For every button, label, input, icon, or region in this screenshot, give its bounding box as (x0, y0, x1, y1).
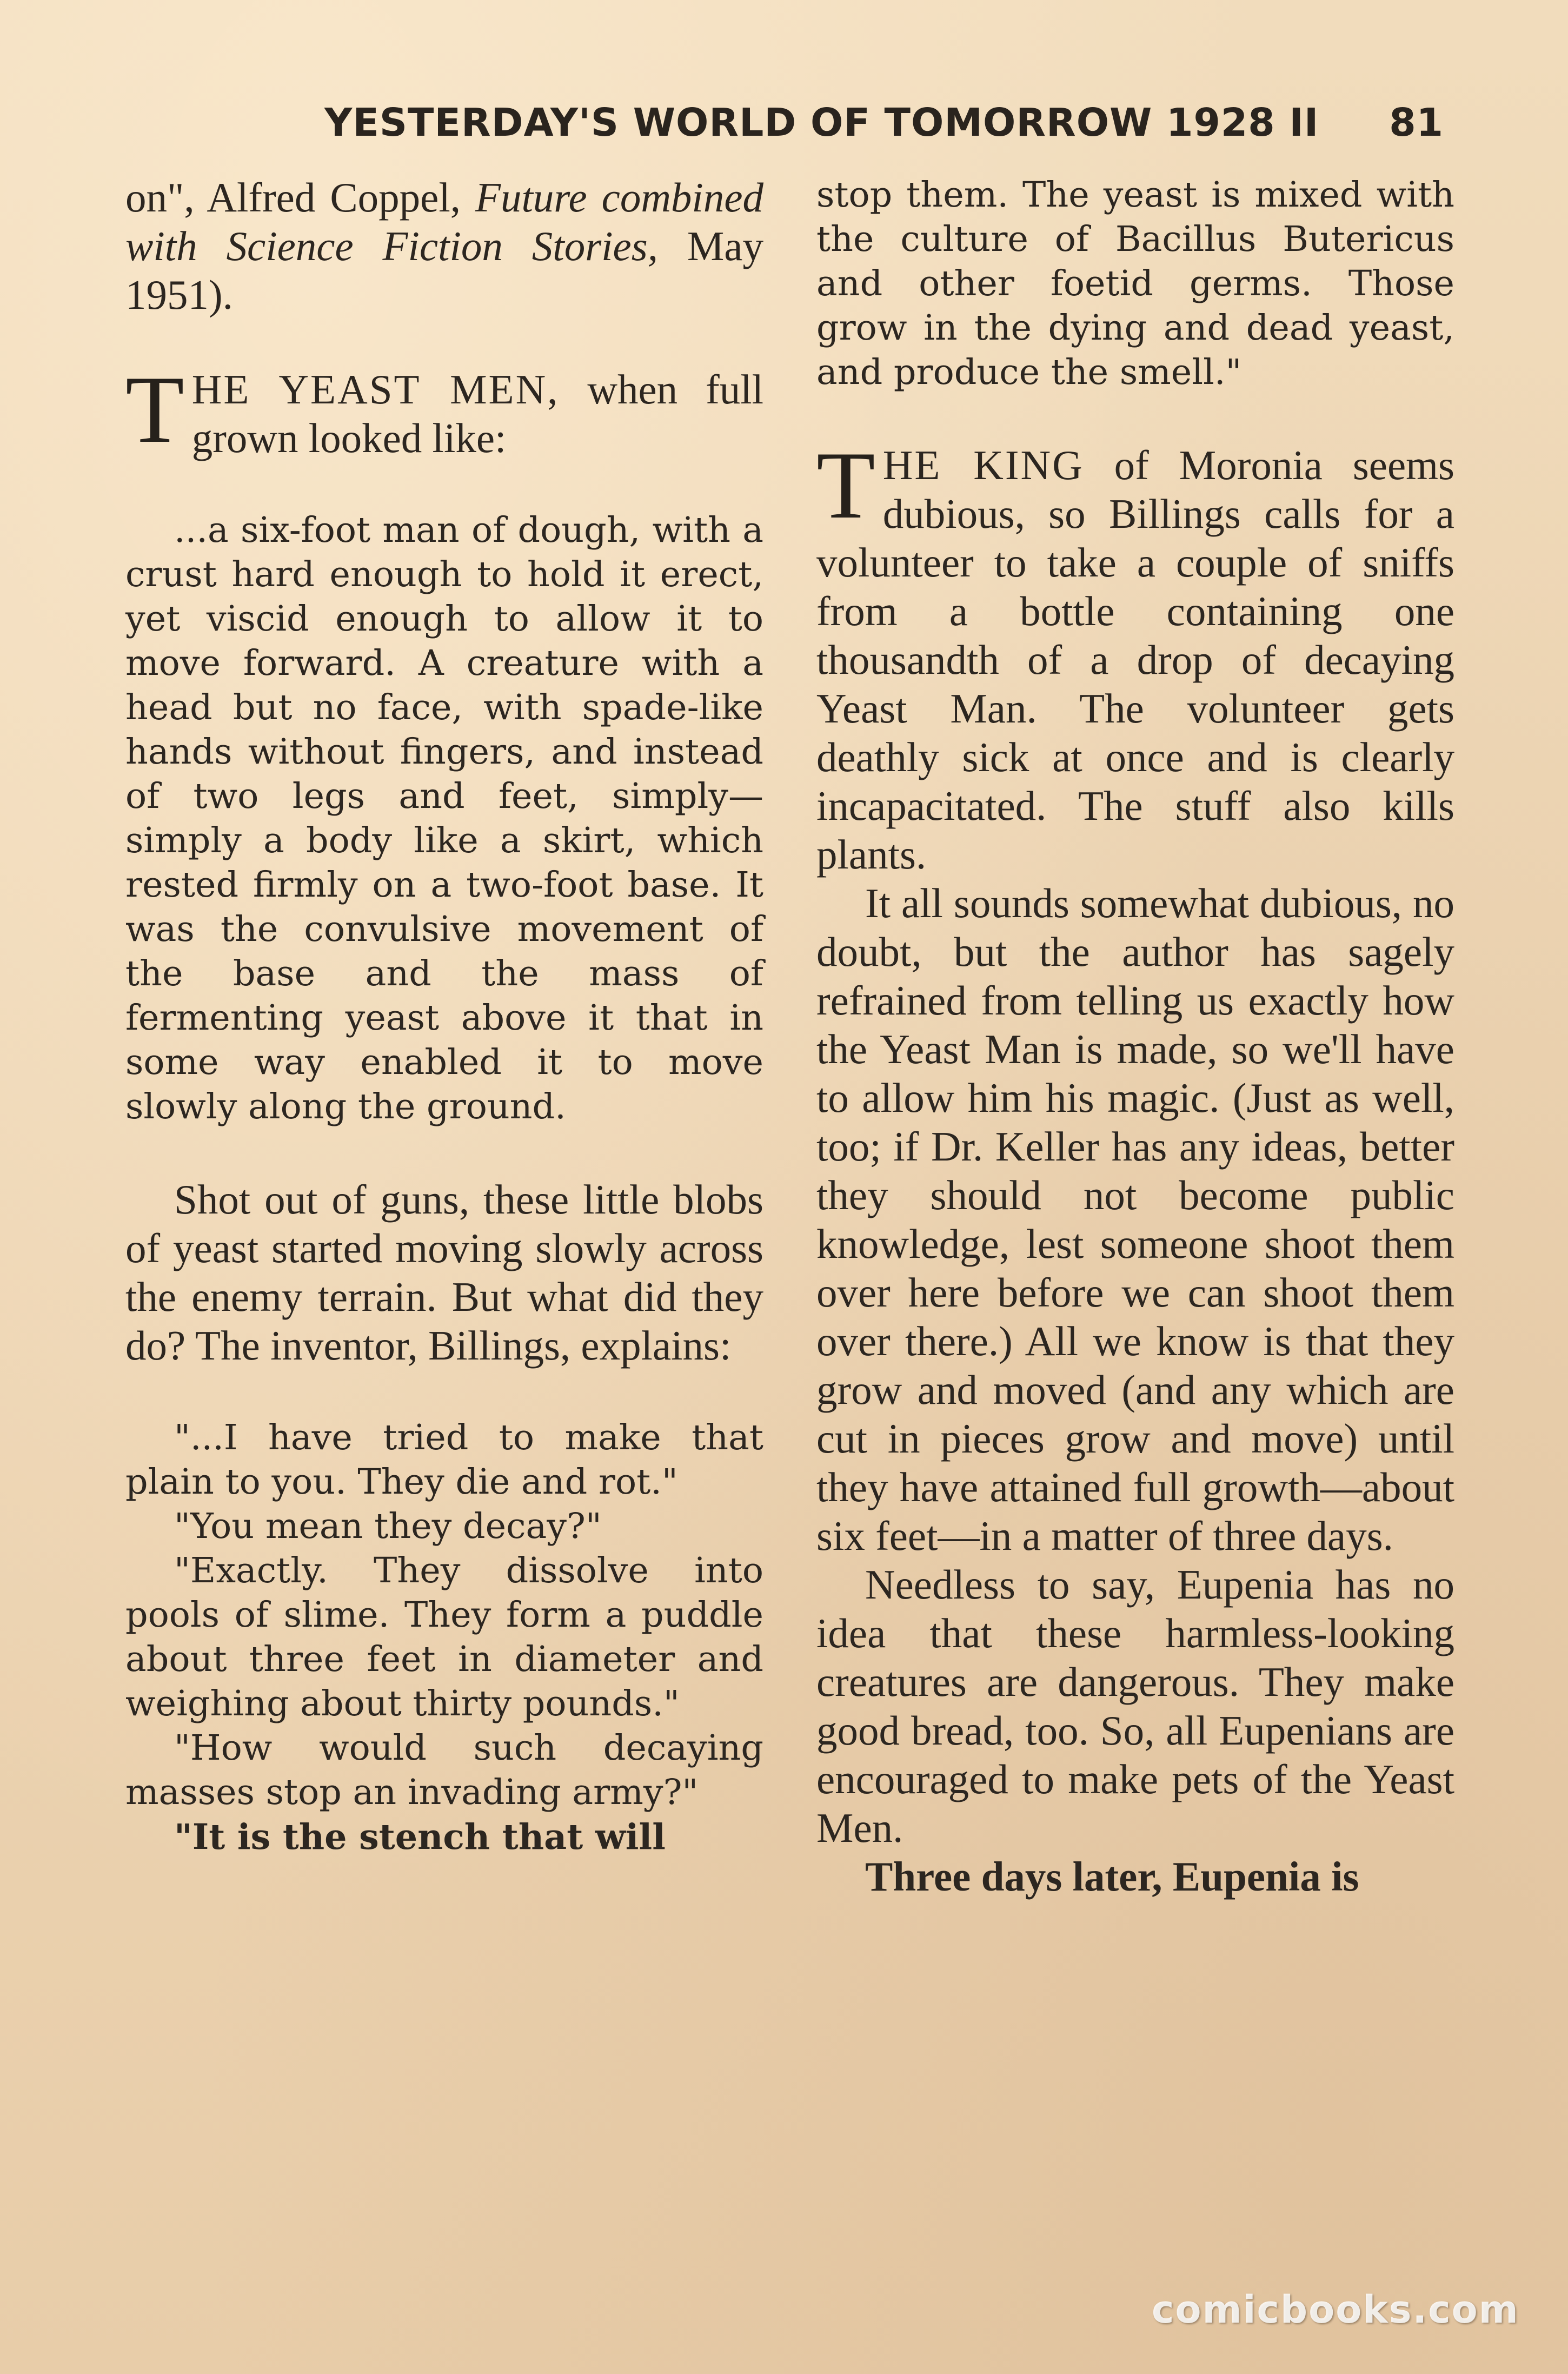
section-lead: HE YEAST MEN, (191, 366, 560, 413)
citation-text: on", Alfred Coppel, (125, 174, 475, 221)
citation-italic-1: Future (475, 174, 587, 221)
drop-cap: T (125, 356, 184, 463)
dialog-line: "Exactly. They dissolve into pools of slime. They form a puddle about three feet in diameter and weighing about thirty pounds." (125, 1550, 763, 1724)
dialog-line: "It is the stench that will (174, 1816, 666, 1858)
paragraph: It all sounds somewhat dubious, no doubt, but the author has sagely refrained from telling us exactly how the Yeast Man is made, so we'll have to allow him his magic. (Just as well, too; if Dr. Keller has any ideas, better they should not become public knowledge, lest someone shoot them over here before we can shoot them over there.) All we know is that they grow and moved (and any which are cut in pieces grow and move) until they have attained full growth—about six feet—in a matter of three days. (816, 880, 1454, 1559)
paragraph: Shot out of guns, these little blobs of yeast started moving slowly across the enemy terrain. But what did they do? The inventor, Billings, explains: (125, 1176, 763, 1369)
page-number: 81 (1389, 100, 1444, 145)
section-yeast-men-intro (125, 356, 763, 463)
drop-cap: T (816, 432, 875, 539)
section-text: when full grown looked like: (191, 366, 763, 461)
block-quote: ...a six-foot man of dough, with a crust hard enough to hold it erect, yet viscid enough to allow it to move forward. A creature with a head but no face, with spade-like hands without fingers, and instead of two legs and feet, simply—simply a body like a skirt, which rested firmly on a two-foot base. It was the convulsive movement of the base and the mass of fermenting yeast above it that in some way enabled it to move slowly along the ground. (125, 510, 763, 1127)
citation-italic-2: combined with Science Fiction Stories, (125, 174, 763, 269)
dialog-line: "How would such decaying masses stop an invading army?" (125, 1728, 763, 1813)
section-text: of Moronia seems dubious, so Billings calls for a volunteer to take a couple of sniffs from a bottle containing one thousandth of a drop of decaying Yeast Man. The volunteer gets deathly sick at once and is clearly incapacitated. The stuff also kills plants. (816, 442, 1455, 878)
paragraph: Needless to say, Eupenia has no idea that these harmless-looking creatures are dangerous. They make good bread, too. So, all Eupenians are encouraged to make pets of the Yeast Men. (816, 1561, 1454, 1851)
site-watermark: comicbooks.com (1152, 2287, 1519, 2332)
dialog-line: "...I have tried to make that plain to you. They die and rot." (125, 1417, 763, 1502)
right-column (816, 173, 1454, 1901)
left-column (125, 173, 763, 1859)
quote-continuation: stop them. The yeast is mixed with the culture of Bacillus Butericus and other foetid germs. Those grow in the dying and dead yeast, and produce the smell." (816, 175, 1454, 393)
section-lead: HE KING (882, 442, 1084, 488)
citation-tail: May 1951). (125, 223, 763, 318)
running-header (324, 100, 1444, 160)
running-title: YESTERDAY'S WORLD OF TOMORROW 1928 II (324, 100, 1319, 145)
section-king-of-moronia (816, 432, 1455, 879)
dialog-line: "You mean they decay?" (174, 1506, 602, 1547)
paragraph: Three days later, Eupenia is (865, 1853, 1359, 1900)
citation (125, 173, 763, 319)
